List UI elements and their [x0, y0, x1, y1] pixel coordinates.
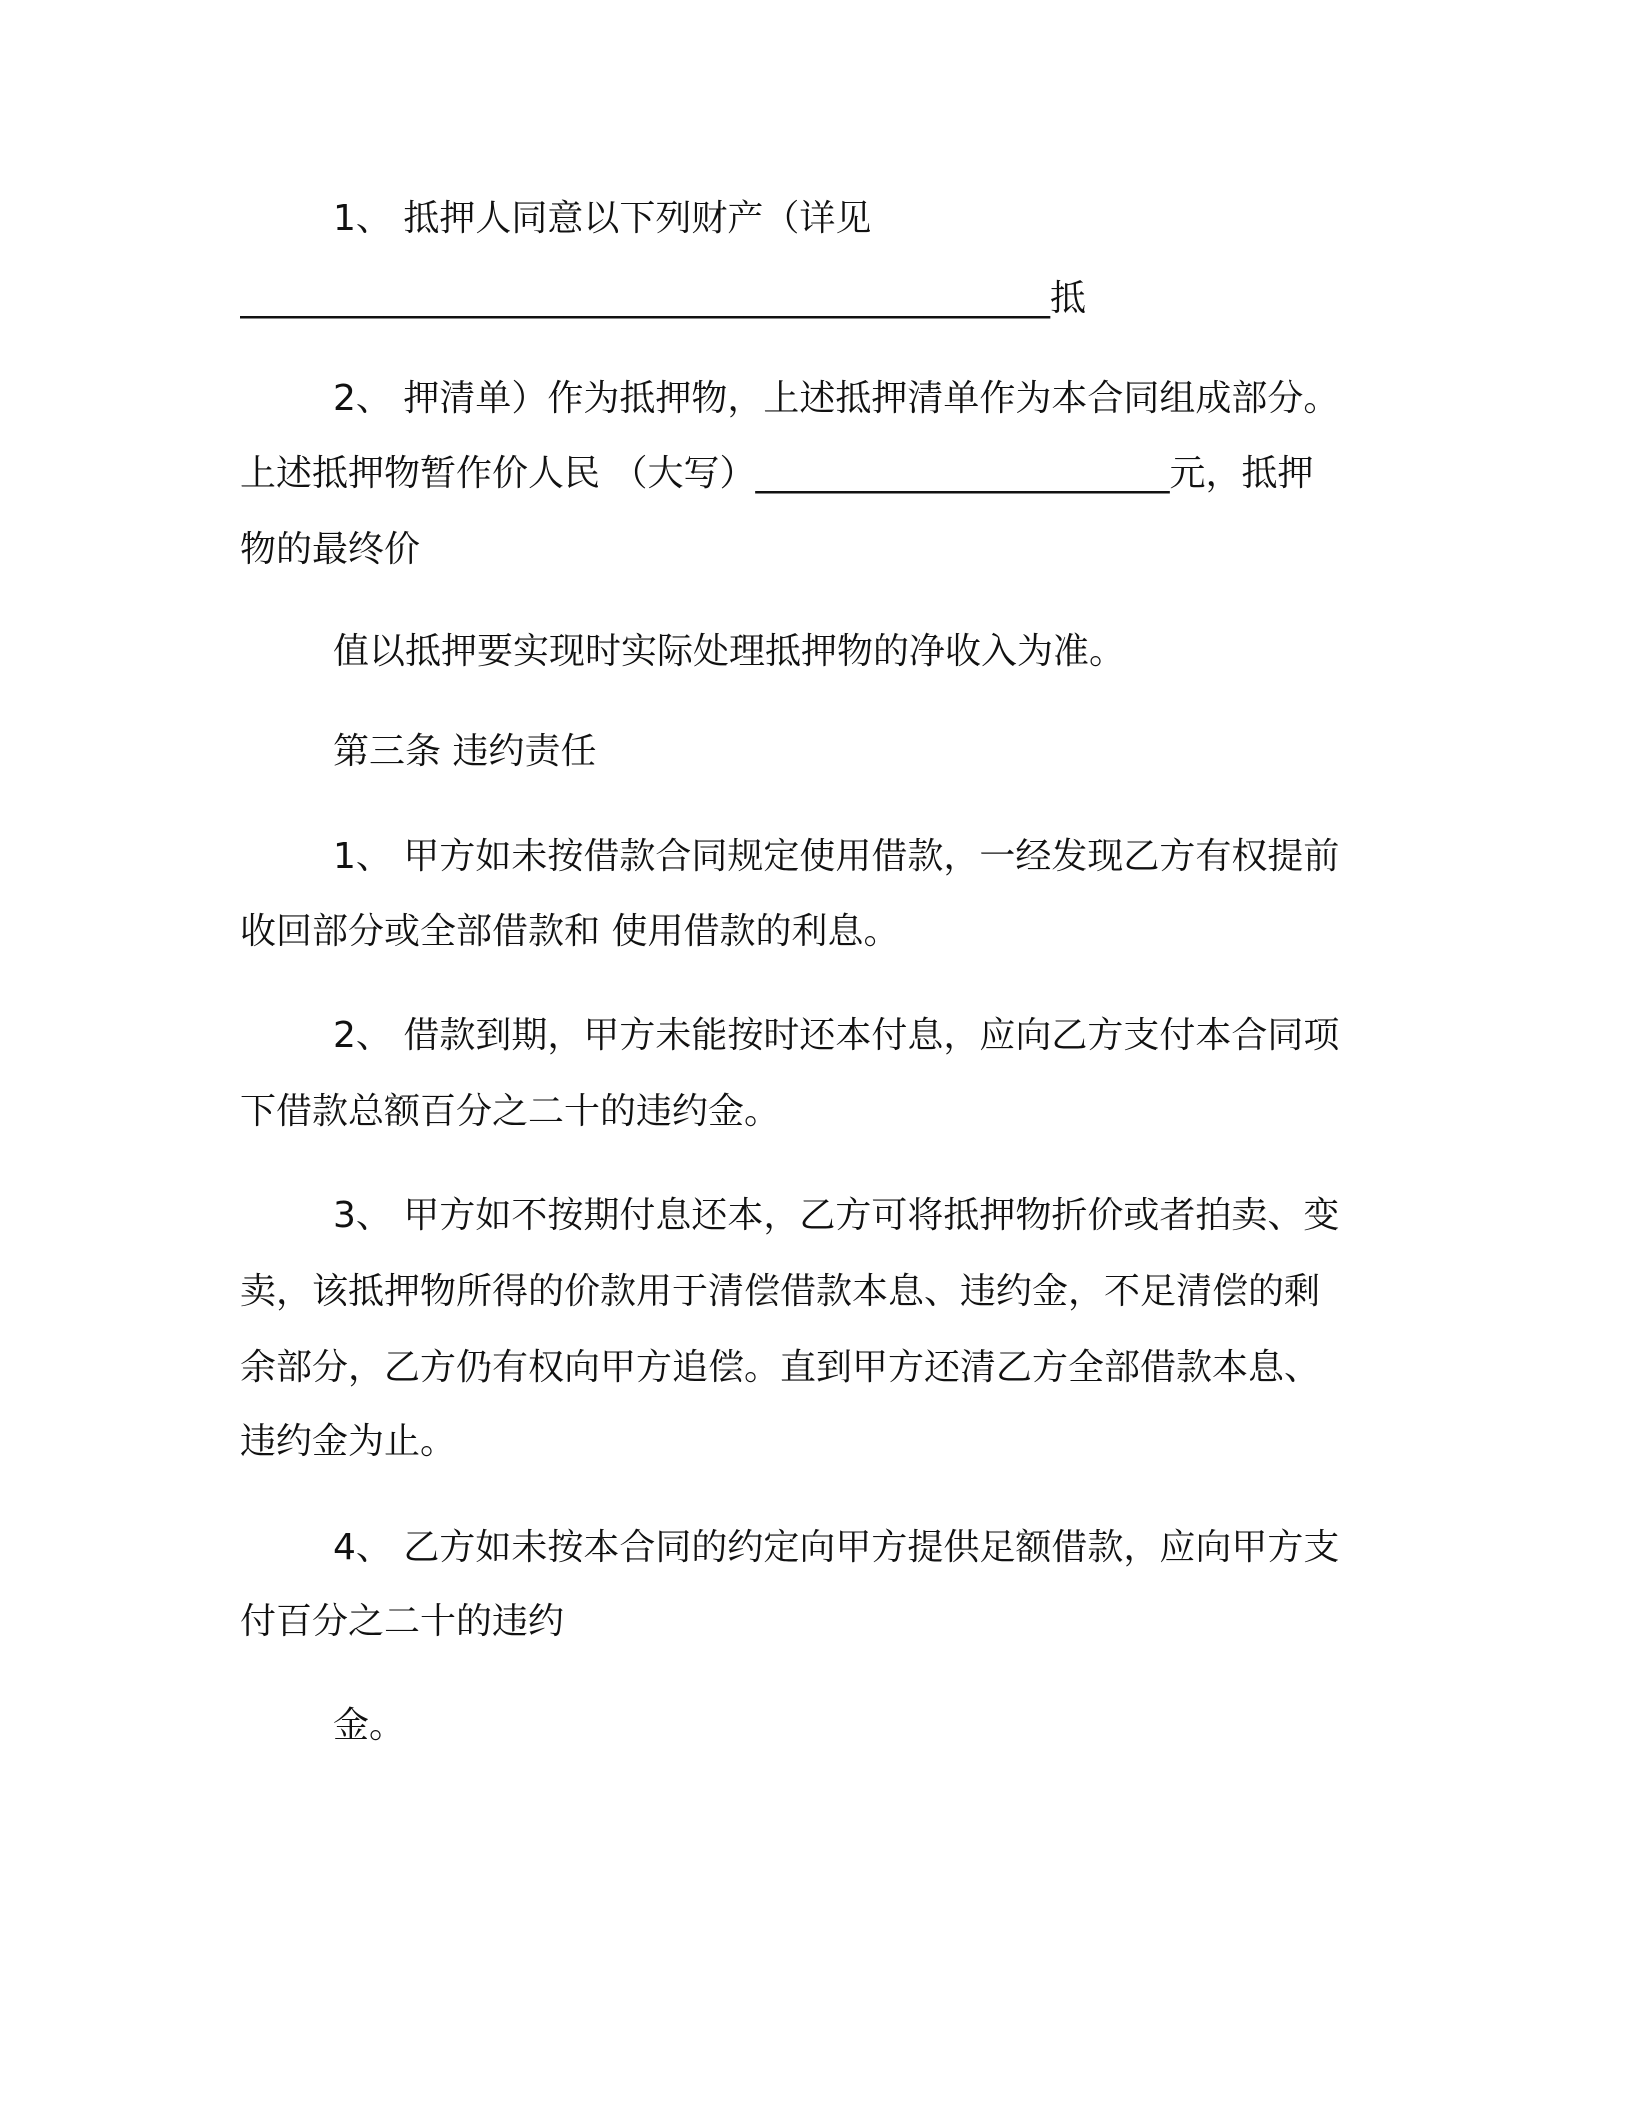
clause-2-line-1: 2、 押清单）作为抵押物，上述抵押清单作为本合同组成部分。 — [333, 378, 1340, 419]
breach-4-line-2: 付百分之二十的违约 — [240, 1601, 565, 1642]
breach-1-line-1: 1、 甲方如未按借款合同规定使用借款，一经发现乙方有权提前 — [333, 836, 1340, 877]
breach-4-line-1: 4、 乙方如未按本合同的约定向甲方提供足额借款，应向甲方支 — [333, 1527, 1340, 1568]
breach-1-line-2: 收回部分或全部借款和 使用借款的利息。 — [240, 911, 900, 952]
section-heading: 第三条 违约责任 — [333, 731, 597, 772]
clause-1-line-1: 1、 抵押人同意以下列财产（详见 — [333, 198, 872, 239]
breach-2-line-2: 下借款总额百分之二十的违约金。 — [240, 1091, 781, 1132]
breach-3-line-1: 3、 甲方如不按期付息还本，乙方可将抵押物折价或者拍卖、变 — [333, 1195, 1340, 1236]
clause-2-line-3: 物的最终价 — [240, 529, 421, 570]
breach-4-line-3: 金。 — [333, 1705, 406, 1746]
clause-2-line-4: 值以抵押要实现时实际处理抵押物的净收入为准。 — [333, 631, 1126, 672]
breach-3-line-2: 卖，该抵押物所得的价款用于清偿借款本息、违约金，不足清偿的剩 — [240, 1271, 1321, 1312]
clause-1-line-2: _____________________________________________抵 — [240, 278, 1086, 319]
breach-3-line-3: 余部分，乙方仍有权向甲方追偿。直到甲方还清乙方全部借款本息、 — [240, 1347, 1321, 1388]
breach-3-line-4: 违约金为止。 — [240, 1421, 457, 1462]
breach-2-line-1: 2、 借款到期，甲方未能按时还本付息，应向乙方支付本合同项 — [333, 1015, 1340, 1056]
clause-2-line-2: 上述抵押物暂作价人民 （大写）_______________________元，抵押 — [240, 453, 1314, 494]
